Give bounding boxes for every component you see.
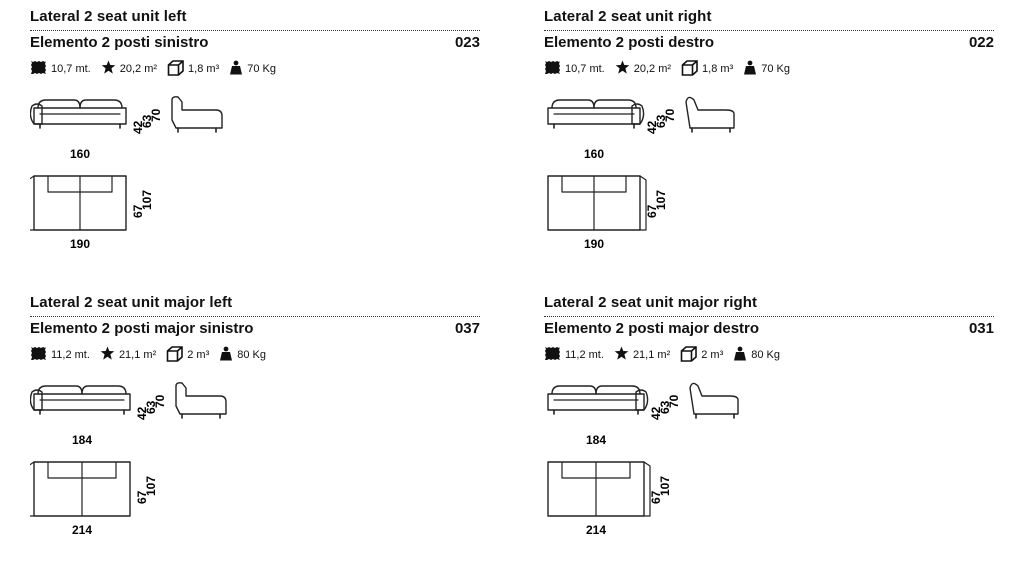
product-title-it: Elemento 2 posti sinistro	[30, 34, 209, 51]
front-elevation-drawing	[548, 386, 648, 414]
height-70-label: 70	[663, 108, 677, 122]
product-code: 031	[968, 320, 994, 337]
plan-width-label: 190	[584, 237, 605, 251]
spec-row	[544, 346, 790, 364]
leather-icon	[100, 346, 119, 364]
depth-107-label: 107	[658, 475, 672, 496]
sofa-drawings	[30, 86, 500, 256]
height-63-label: 63	[144, 400, 158, 414]
spec-weight-value: 80 Kg	[751, 349, 780, 361]
depth-67-label: 67	[649, 490, 663, 504]
product-card	[544, 294, 1014, 574]
height-42-label: 42	[131, 120, 145, 134]
height-42-label: 42	[645, 120, 659, 134]
spec-fabric-value: 11,2 mt.	[565, 349, 604, 361]
product-title-it: Elemento 2 posti major destro	[544, 320, 760, 337]
front-elevation-drawing	[548, 100, 644, 128]
height-dimensions	[645, 108, 677, 134]
plan-view-drawing	[548, 176, 646, 230]
spec-volume	[681, 60, 733, 79]
spec-leather-value: 20,2 m²	[119, 63, 158, 75]
spec-leather	[101, 60, 157, 78]
spec-volume-value: 1,8 m³	[702, 63, 734, 75]
side-elevation-drawing	[686, 97, 734, 132]
spec-row	[30, 346, 276, 364]
spec-fabric-value: 11,2 mt.	[51, 349, 90, 361]
height-70-label: 70	[149, 108, 163, 122]
front-width-label: 160	[70, 147, 91, 161]
height-dimensions	[135, 394, 167, 420]
weight-icon	[219, 346, 237, 364]
fabric-icon	[544, 60, 565, 78]
spec-row	[544, 60, 800, 78]
depth-107-label: 107	[144, 475, 158, 496]
spec-volume-value: 1,8 m³	[188, 63, 220, 75]
product-title-en: Lateral 2 seat unit major right	[544, 294, 758, 311]
depth-67-label: 67	[645, 204, 659, 218]
dotted-divider	[30, 316, 480, 317]
side-elevation-drawing	[172, 97, 222, 132]
depth-dimensions	[131, 190, 154, 218]
spec-weight	[229, 60, 276, 78]
front-elevation-drawing	[30, 100, 126, 128]
spec-volume	[166, 346, 209, 365]
height-dimensions	[649, 394, 681, 420]
front-elevation-drawing	[30, 386, 130, 414]
spec-weight	[733, 346, 780, 364]
spec-volume-value: 2 m³	[187, 349, 210, 361]
height-63-label: 63	[140, 114, 154, 128]
spec-fabric	[544, 60, 605, 78]
sofa-drawings	[544, 86, 1014, 256]
product-title-it: Elemento 2 posti major sinistro	[30, 320, 254, 337]
spec-weight	[219, 346, 266, 364]
product-code: 022	[968, 34, 994, 51]
weight-icon	[743, 60, 761, 78]
spec-volume-value: 2 m³	[701, 349, 724, 361]
plan-width-label: 190	[70, 237, 91, 251]
product-title-en: Lateral 2 seat unit major left	[30, 294, 233, 311]
spec-leather	[614, 346, 670, 364]
product-title-en: Lateral 2 seat unit left	[30, 8, 187, 25]
spec-leather-value: 21,1 m²	[632, 349, 671, 361]
depth-dimensions	[135, 476, 158, 504]
depth-107-label: 107	[654, 189, 668, 210]
spec-row	[30, 60, 286, 78]
leather-icon	[615, 60, 634, 78]
spec-fabric-value: 10,7 mt.	[51, 63, 91, 75]
plan-view-drawing	[30, 176, 126, 230]
spec-leather	[615, 60, 671, 78]
leather-icon	[101, 60, 120, 78]
front-width-label: 184	[72, 433, 93, 447]
front-width-label: 184	[586, 433, 607, 447]
spec-fabric	[30, 60, 91, 78]
sofa-drawings	[30, 372, 500, 542]
side-elevation-drawing	[176, 383, 226, 418]
volume-box-icon	[681, 60, 702, 79]
volume-box-icon	[167, 60, 188, 79]
fabric-icon	[30, 60, 51, 78]
depth-67-label: 67	[131, 204, 145, 218]
spec-volume	[167, 60, 219, 79]
plan-width-label: 214	[586, 523, 607, 537]
fabric-icon	[544, 346, 565, 364]
volume-box-icon	[680, 346, 701, 365]
spec-leather-value: 20,2 m²	[633, 63, 672, 75]
height-63-label: 63	[658, 400, 672, 414]
product-card	[30, 8, 500, 288]
spec-weight	[743, 60, 790, 78]
plan-view-drawing	[30, 462, 130, 516]
spec-weight-value: 80 Kg	[237, 349, 266, 361]
dotted-divider	[544, 316, 994, 317]
fabric-icon	[30, 346, 51, 364]
plan-width-label: 214	[72, 523, 93, 537]
product-title-it: Elemento 2 posti destro	[544, 34, 715, 51]
sofa-drawings	[544, 372, 1014, 542]
height-dimensions	[131, 108, 163, 134]
depth-dimensions	[645, 190, 668, 218]
dotted-divider	[544, 30, 994, 31]
height-42-label: 42	[135, 406, 149, 420]
spec-volume	[680, 346, 723, 365]
spec-weight-value: 70 Kg	[761, 63, 790, 75]
product-code: 037	[454, 320, 480, 337]
spec-leather	[100, 346, 156, 364]
spec-fabric	[544, 346, 604, 364]
height-70-label: 70	[667, 394, 681, 408]
product-card	[544, 8, 1014, 288]
product-title-en: Lateral 2 seat unit right	[544, 8, 712, 25]
height-42-label: 42	[649, 406, 663, 420]
spec-leather-value: 21,1 m²	[118, 349, 157, 361]
plan-view-drawing	[548, 462, 650, 516]
weight-icon	[733, 346, 751, 364]
spec-fabric	[30, 346, 90, 364]
depth-67-label: 67	[135, 490, 149, 504]
spec-fabric-value: 10,7 mt.	[565, 63, 605, 75]
product-code: 023	[454, 34, 480, 51]
leather-icon	[614, 346, 633, 364]
spec-weight-value: 70 Kg	[247, 63, 276, 75]
product-card	[30, 294, 500, 574]
side-elevation-drawing	[690, 383, 738, 418]
front-width-label: 160	[584, 147, 605, 161]
dotted-divider	[30, 30, 480, 31]
weight-icon	[229, 60, 247, 78]
height-70-label: 70	[153, 394, 167, 408]
height-63-label: 63	[654, 114, 668, 128]
volume-box-icon	[166, 346, 187, 365]
depth-dimensions	[649, 476, 672, 504]
depth-107-label: 107	[140, 189, 154, 210]
